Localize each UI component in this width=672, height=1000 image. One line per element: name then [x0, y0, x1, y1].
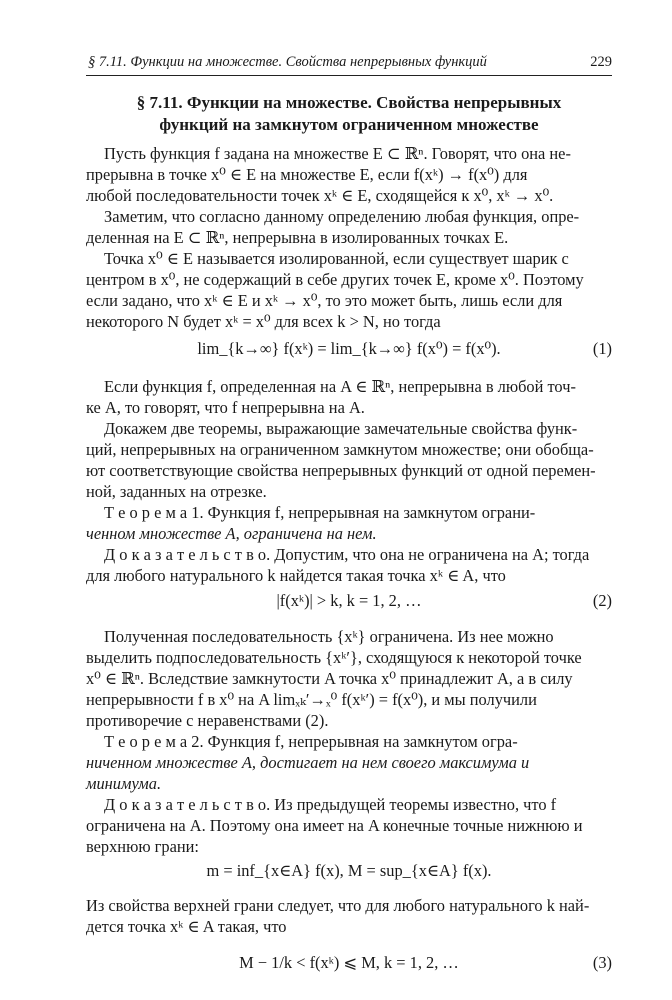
equation-body: M − 1/k < f(xᵏ) ⩽ M, k = 1, 2, …: [239, 953, 459, 972]
text-line: дется точка xᵏ ∈ A такая, что: [86, 917, 287, 936]
text-line: некоторого N будет xᵏ = x⁰ для всех k > N, но тогда: [86, 312, 441, 331]
theorem-2-line: ниченном множестве A, достигает на нем своего максимума и: [86, 753, 530, 772]
equation-body: lim_{k→∞} f(xᵏ) = lim_{k→∞} f(x⁰) = f(x⁰).: [197, 339, 501, 358]
text-line: ной, заданных на отрезке.: [86, 482, 267, 501]
equation-inf-sup: [86, 858, 612, 884]
theorem-1-line: ченном множестве A, ограничена на нем.: [86, 524, 377, 543]
text-line: Пусть функция f задана на множестве E ⊂ ℝⁿ. Говорят, что она не-: [104, 144, 571, 163]
text-line: Полученная последовательность {xᵏ} ограничена. Из нее можно: [104, 627, 554, 646]
page-number: 229: [590, 54, 612, 70]
text-line: непрерывности f в x⁰ на A limₓₖ′→ₓ⁰ f(xᵏ′) = f(x⁰), и мы получили: [86, 690, 537, 709]
text-line: прерывна в точке x⁰ ∈ E на множестве E, если f(xᵏ) → f(x⁰) для: [86, 165, 528, 184]
theorem-1-line: Т е о р е м а 1. Функция f, непрерывная на замкнутом ограни-: [104, 503, 536, 522]
text-line: деленная на E ⊂ ℝⁿ, непрерывна в изолированных точках E.: [86, 228, 509, 247]
section-title-line-2: функций на замкнутом ограниченном множестве: [159, 115, 539, 134]
text-line: центром в x⁰, не содержащий в себе других точек E, кроме x⁰. Поэтому: [86, 270, 584, 289]
text-line: выделить подпоследовательность {xᵏ′}, сходящуюся к некоторой точке: [86, 648, 582, 667]
equation-body: |f(xᵏ)| > k, k = 1, 2, …: [276, 591, 422, 610]
text-line: ке A, то говорят, что f непрерывна на A.: [86, 398, 365, 417]
text-line: ций, непрерывных на ограниченном замкнутом множестве; они обобща-: [86, 440, 594, 459]
equation-body: m = inf_{x∈A} f(x), M = sup_{x∈A} f(x).: [206, 861, 492, 880]
section-title-line-1: § 7.11. Функции на множестве. Свойства непрерывных: [136, 93, 562, 112]
equation-number: (2): [592, 591, 612, 610]
text-line: Точка x⁰ ∈ E называется изолированной, если существует шарик с: [104, 249, 569, 268]
text-line: если задано, что xᵏ ∈ E и xᵏ → x⁰, то это может быть, лишь если для: [86, 291, 563, 310]
proof-line: ограничена на A. Поэтому она имеет на A конечные точные нижнюю и: [86, 816, 583, 835]
text-line: Из свойства верхней грани следует, что для любого натурального k най-: [86, 896, 590, 915]
equation-2: [86, 588, 612, 614]
running-head: [88, 54, 612, 71]
text-line: ют соответствующие свойства непрерывных функций от одной перемен-: [86, 461, 596, 480]
theorem-2-line: Т е о р е м а 2. Функция f, непрерывная на замкнутом огра-: [104, 732, 518, 751]
text-line: Докажем две теоремы, выражающие замечательные свойства функ-: [104, 419, 578, 438]
equation-number: (3): [592, 953, 612, 972]
section-title: [86, 92, 612, 136]
running-head-text: § 7.11. Функции на множестве. Свойства непрерывных функций: [88, 54, 487, 70]
text-line: x⁰ ∈ ℝⁿ. Вследствие замкнутости A точка x⁰ принадлежит A, а в силу: [86, 669, 573, 688]
header-rule: [86, 75, 612, 76]
equation-3: [86, 950, 612, 976]
proof-line: Д о к а з а т е л ь с т в о. Из предыдущей теоремы известно, что f: [104, 795, 557, 814]
proof-line: для любого натурального k найдется такая точка xᵏ ∈ A, что: [86, 566, 506, 585]
proof-line: верхнюю грани:: [86, 837, 199, 856]
theorem-2-line: минимума.: [86, 774, 162, 793]
text-line: любой последовательности точек xᵏ ∈ E, сходящейся к x⁰, xᵏ → x⁰.: [86, 186, 554, 205]
equation-number: (1): [592, 339, 612, 358]
text-line: противоречие с неравенствами (2).: [86, 711, 329, 730]
text-line: Если функция f, определенная на A ∈ ℝⁿ, непрерывна в любой точ-: [104, 377, 576, 396]
text-line: Заметим, что согласно данному определению любая функция, опре-: [104, 207, 580, 226]
proof-line: Д о к а з а т е л ь с т в о. Допустим, что она не ограничена на A; тогда: [104, 545, 590, 564]
equation-1: [86, 336, 612, 362]
